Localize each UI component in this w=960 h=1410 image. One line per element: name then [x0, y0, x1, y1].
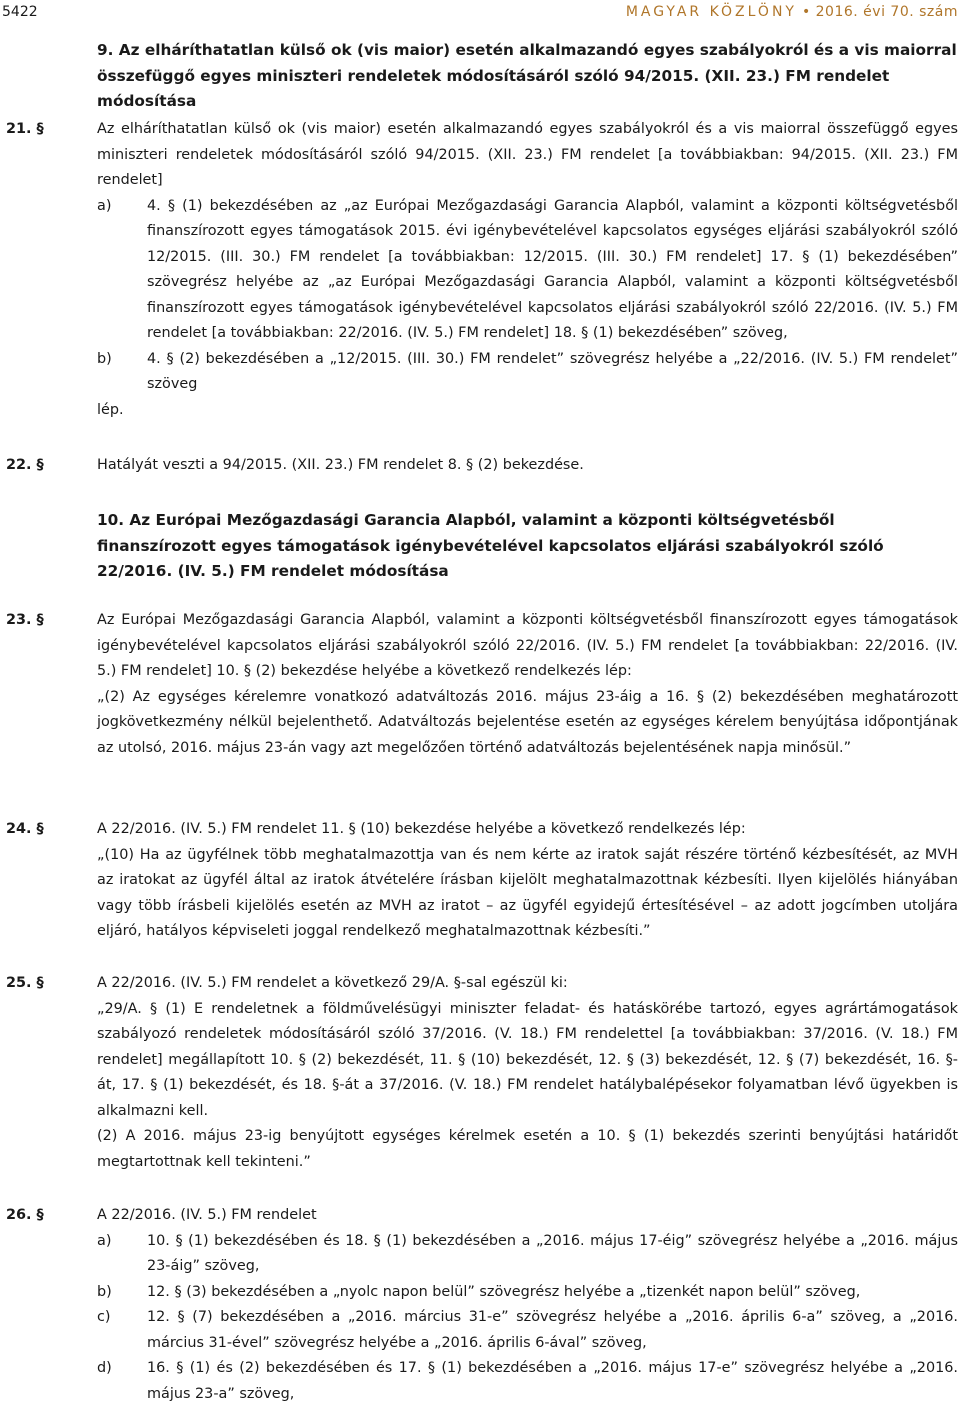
- issue-info: • 2016. évi 70. szám: [801, 4, 958, 20]
- paragraph-body: [97, 971, 958, 1175]
- paragraph-body: [97, 817, 958, 945]
- item-text: 12. § (3) bekezdésében a „nyolc napon belül” szövegrész helyébe a „tizenkét napon belül” szöveg,: [147, 1283, 861, 1300]
- heading-10-text: 10. Az Európai Mezőgazdasági Garancia Alapból, valamint a központi költségvetésből finanszírozott egyes támogatások igénybevételével kapcsolatos eljárási szabályokról szóló 22/2016. (IV. 5.) FM rendelet módosítása: [97, 511, 884, 580]
- item-text: 4. § (1) bekezdésében az „az Európai Mezőgazdasági Garancia Alapból, valamint a központi költségvetésből finanszírozott egyes támogatások 2015. évi igénybevételével kapcsolatos egységes eljárási szabályokról szóló 12/2015. (III. 30.) FM rendelet [a továbbiakban: 12/2015. (III. 30.) FM rendelet] 17. § (1) bekezdésében” szövegrész helyébe az „az Európai Mezőgazdasági Garancia Alapból, valamint a központi költségvetésből finanszírozott egyes támogatások igénybevételével kapcsolatos eljárási szabályokról szóló 22/2016. (IV. 5.) FM rendelet [a továbbiakban: 22/2016. (IV. 5.) FM rendelet] 18. § (1) bekezdésében” szöveg,: [147, 197, 958, 341]
- item-label: a): [97, 1232, 112, 1249]
- item-label: d): [97, 1360, 112, 1376]
- paragraph-body: [97, 117, 958, 423]
- section-number: 21. §: [6, 121, 44, 137]
- paragraph-intro: Az elháríthatatlan külső ok (vis maior) esetén alkalmazandó egyes szabályokról és a vis maiorral összefüggő egyes miniszteri rendeletek módosításáról szóló 94/2015. (XII. 23.) FM rendelet [a továbbiakban: 94/2015. (XII. 23.) FM rendelet]: [97, 121, 958, 188]
- quoted-provision: „(2) Az egységes kérelemre vonatkozó adatváltozás 2016. május 23-áig a 16. § (2) bekezdésében meghatározott jogkövetkezmény nélkül bejelenthető. Adatváltozás bejelentése esetén az egységes kérelem benyújtása időpontjának az utolsó, 2016. május 23-án vagy azt megelőzően történő adatváltozás bejelentésének napja minősül.”: [97, 688, 958, 756]
- section-number: 24. §: [6, 821, 44, 837]
- section-heading-10: [6, 508, 958, 585]
- paragraph-text: A 22/2016. (IV. 5.) FM rendelet 11. § (10) bekezdése helyébe a következő rendelkezés lép:: [97, 821, 746, 837]
- item-label: a): [97, 197, 112, 214]
- paragraph-23: [6, 608, 958, 761]
- quoted-provision: „29/A. § (1) E rendeletnek a földművelésügyi miniszter feladat- és hatáskörébe tartozó, egyes agrártámogatások szabályozó rendeletek módosításáról szóló 37/2016. (V. 18.) FM rendelettel [a továbbiakban: 37/2016. (V. 18.) FM rendelet] megállapított 10. § (2) bekezdését, 11. § (10) bekezdését, 12. § (3) bekezdését, 12. § (7) bekezdését, 16. §-át, 17. § (1) bekezdését, és 18. §-át a 37/2016. (V. 18.) FM rendelet hatálybalépésekor folyamatban lévő ügyekben is alkalmazni kell.: [97, 1000, 958, 1119]
- item-text: 4. § (2) bekezdésében a „12/2015. (III. 30.) FM rendelet” szövegrész helyébe a „22/2016. (IV. 5.) FM rendelet” szöveg: [147, 350, 958, 392]
- list-item: [97, 194, 958, 347]
- journal-title: [626, 4, 958, 20]
- list-item: [97, 347, 958, 398]
- paragraph-24: [6, 817, 958, 945]
- section-heading-9: [6, 38, 958, 115]
- section-number: 22. §: [6, 457, 44, 473]
- quoted-provision-continued: (2) A 2016. május 23-ig benyújtott egységes kérelmek esetén a 10. § (1) bekezdés szerinti benyújtási határidőt megtartottnak kell tekinteni.”: [97, 1128, 958, 1170]
- heading-9-text: 9. Az elháríthatatlan külső ok (vis maior) esetén alkalmazandó egyes szabályokról és a vis maiorral összefüggő egyes miniszteri rendeletek módosításáról szóló 94/2015. (XII. 23.) FM rendelet módosítása: [97, 41, 957, 110]
- section-number: 26. §: [6, 1207, 44, 1223]
- page-header: [0, 4, 960, 24]
- paragraph-22: [6, 453, 958, 479]
- section-number: 25. §: [6, 975, 44, 991]
- paragraph-26: [6, 1203, 958, 1407]
- list-item: [97, 1229, 958, 1280]
- item-text: 10. § (1) bekezdésében és 18. § (1) bekezdésében a „2016. május 17-éig” szövegrész helyébe a „2016. május 23-áig” szöveg,: [147, 1232, 958, 1274]
- item-text: 12. § (7) bekezdésében a „2016. március 31-e” szövegrész helyébe a „2016. április 6-a” szöveg, a „2016. március 31-ével” szövegrész helyébe a „2016. április 6-ával” szöveg,: [147, 1309, 958, 1351]
- paragraph-intro: A 22/2016. (IV. 5.) FM rendelet: [97, 1207, 317, 1223]
- page-number: 5422: [2, 4, 38, 20]
- paragraph-body: [97, 1203, 958, 1407]
- paragraph-21: [6, 117, 958, 423]
- paragraph-closing: lép.: [97, 401, 124, 418]
- quoted-provision: „(10) Ha az ügyfélnek több meghatalmazottja van és nem kérte az iratok saját részére történő kézbesítését, az MVH az iratokat az ügyfél által az iratok átvételére írásban kijelölt meghatalmazottnak kézbesíti. Ilyen kijelölés hiányában vagy több írásbeli kijelölés esetén az MVH az iratot – az ügyfél egyidejű értesítésével – az adott jogcímben utoljára eljáró, hatályos képviseleti joggal rendelkező meghatalmazottnak kézbesíti.”: [97, 846, 958, 939]
- list-item: [97, 1305, 958, 1356]
- item-label: b): [97, 1283, 112, 1300]
- paragraph-25: [6, 971, 958, 1175]
- paragraph-body: [97, 608, 958, 761]
- paragraph-body: Hatályát veszti a 94/2015. (XII. 23.) FM rendelet 8. § (2) bekezdése.: [97, 457, 584, 473]
- list-item: [97, 1356, 958, 1407]
- item-label: b): [97, 350, 112, 367]
- journal-name: MAGYAR KÖZLÖNY: [625, 4, 797, 20]
- item-text: 16. § (1) és (2) bekezdésében és 17. § (1) bekezdésében a „2016. május 17-e” szövegrész helyébe a „2016. május 23-a” szöveg,: [147, 1360, 958, 1402]
- list-item: [97, 1280, 958, 1306]
- item-label: c): [97, 1309, 111, 1325]
- paragraph-text: A 22/2016. (IV. 5.) FM rendelet a következő 29/A. §-sal egészül ki:: [97, 975, 568, 991]
- paragraph-text: Az Európai Mezőgazdasági Garancia Alapból, valamint a központi költségvetésből finanszírozott egyes támogatások igénybevételével kapcsolatos eljárási szabályokról szóló 22/2016. (IV. 5.) FM rendelet [a továbbiakban: 22/2016. (IV. 5.) FM rendelet] 10. § (2) bekezdése helyébe a következő rendelkezés lép:: [97, 612, 958, 679]
- section-number: 23. §: [6, 612, 44, 628]
